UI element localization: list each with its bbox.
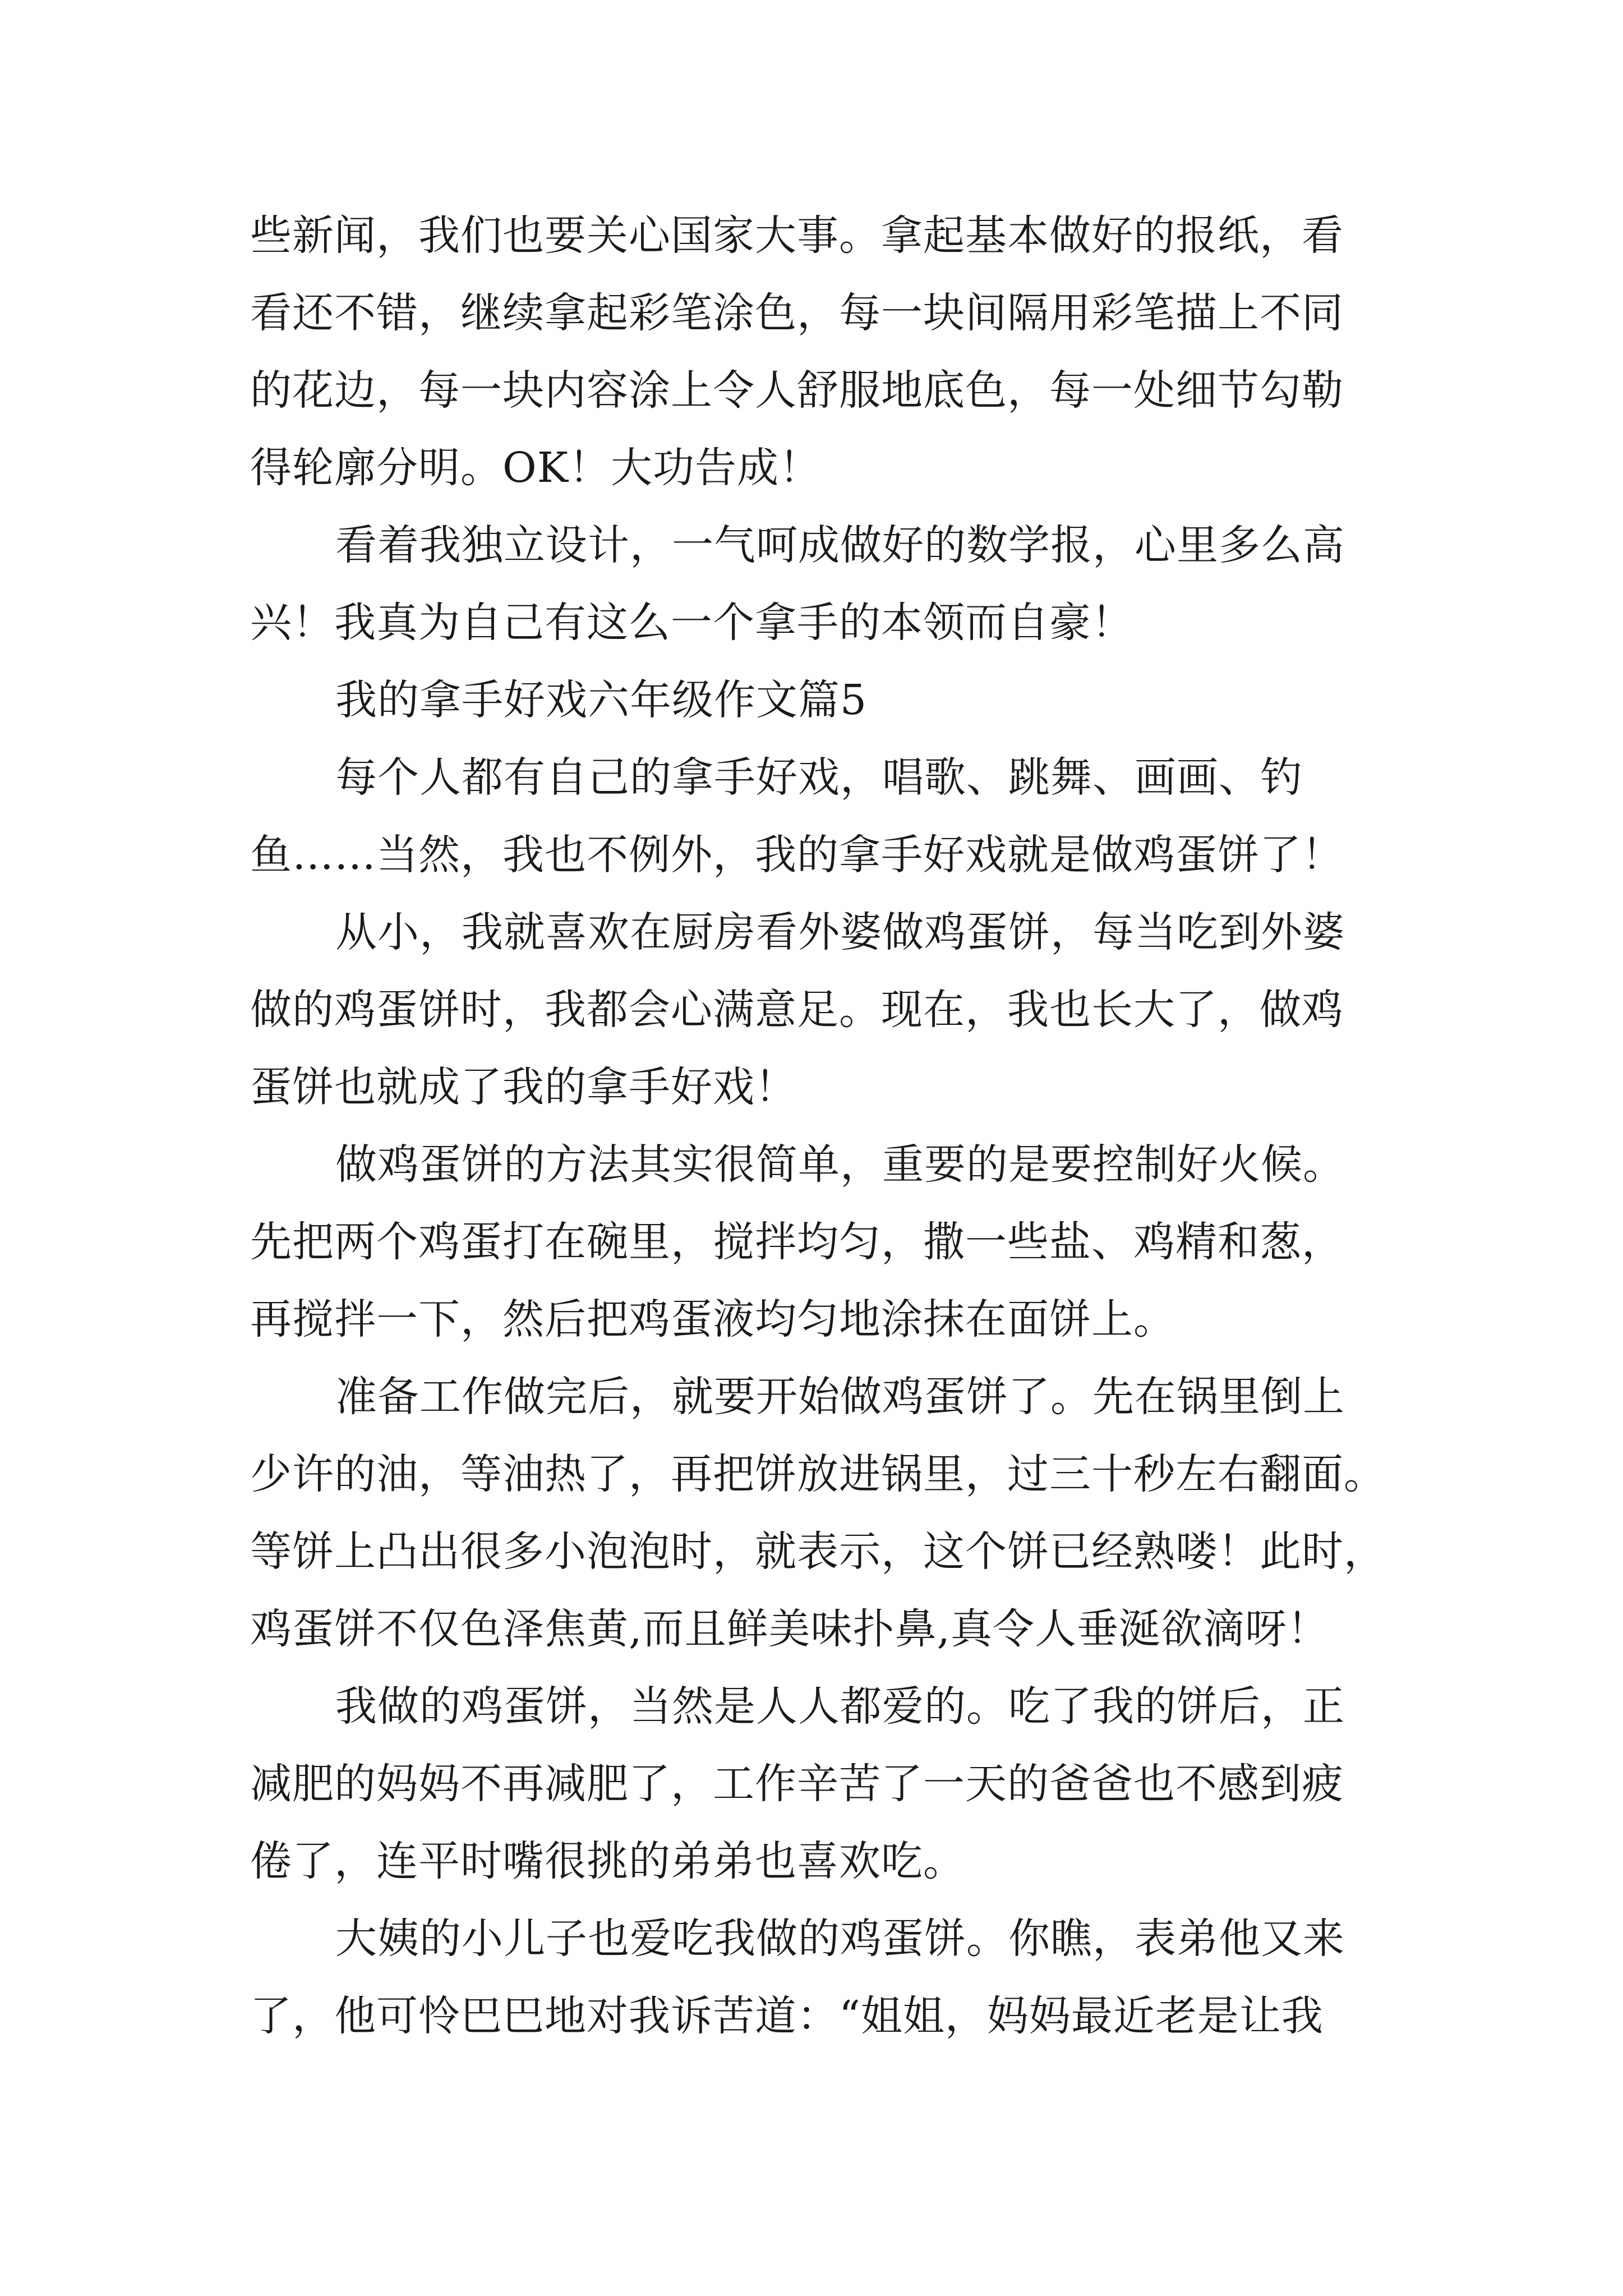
text-line: 倦了，连平时嘴很挑的弟弟也喜欢吃。: [250, 1837, 965, 1885]
text-line: 从小，我就喜欢在厨房看外婆做鸡蛋饼，每当吃到外婆: [335, 908, 1345, 956]
text-line: 先把两个鸡蛋打在碗里，搅拌均匀，撒一些盐、鸡精和葱，: [250, 1218, 1344, 1266]
text-line: 我做的鸡蛋饼，当然是人人都爱的。吃了我的饼后，正: [335, 1682, 1345, 1731]
text-line: 做鸡蛋饼的方法其实很简单，重要的是要控制好火候。: [335, 1140, 1345, 1189]
section-heading: 我的拿手好戏六年级作文篇5: [335, 676, 868, 724]
text-line: 蛋饼也就成了我的拿手好戏！: [250, 1063, 797, 1111]
text-line: 每个人都有自己的拿手好戏，唱歌、跳舞、画画、钓: [335, 753, 1303, 802]
text-line: 得轮廓分明。OK！大功告成！: [250, 444, 821, 492]
text-line: 少许的油，等油热了，再把饼放进锅里，过三十秒左右翻面。: [250, 1450, 1386, 1498]
text-line: 再搅拌一下，然后把鸡蛋液均匀地涂抹在面饼上。: [250, 1295, 1175, 1343]
text-line: 减肥的妈妈不再减肥了，工作辛苦了一天的爸爸也不感到疲: [250, 1760, 1344, 1808]
text-line: 看着我独立设计，一气呵成做好的数学报，心里多么高: [335, 521, 1345, 569]
text-line: 了，他可怜巴巴地对我诉苦道：“姐姐，妈妈最近老是让我: [250, 1992, 1324, 2040]
text-line: 鸡蛋饼不仅色泽焦黄,而且鲜美味扑鼻,真令人垂涎欲滴呀！: [250, 1605, 1330, 1653]
text-line: 兴！我真为自己有这么一个拿手的本领而自豪！: [250, 599, 1133, 647]
text-line: 做的鸡蛋饼时，我都会心满意足。现在，我也长大了，做鸡: [250, 986, 1344, 1034]
text-line: 等饼上凸出很多小泡泡时，就表示，这个饼已经熟喽！此时，: [250, 1527, 1386, 1576]
text-line: 的花边，每一块内容涂上令人舒服地底色，每一处细节勾勒: [250, 366, 1344, 415]
text-line: 鱼……当然，我也不例外，我的拿手好戏就是做鸡蛋饼了！: [250, 831, 1344, 879]
text-line: 些新闻，我们也要关心国家大事。拿起基本做好的报纸，看: [250, 211, 1344, 260]
text-line: 准备工作做完后，就要开始做鸡蛋饼了。先在锅里倒上: [335, 1373, 1345, 1421]
text-line: 看还不错，继续拿起彩笔涂色，每一块间隔用彩笔描上不同: [250, 289, 1344, 337]
text-line: 大姨的小儿子也爱吃我做的鸡蛋饼。你瞧，表弟他又来: [335, 1915, 1345, 1963]
